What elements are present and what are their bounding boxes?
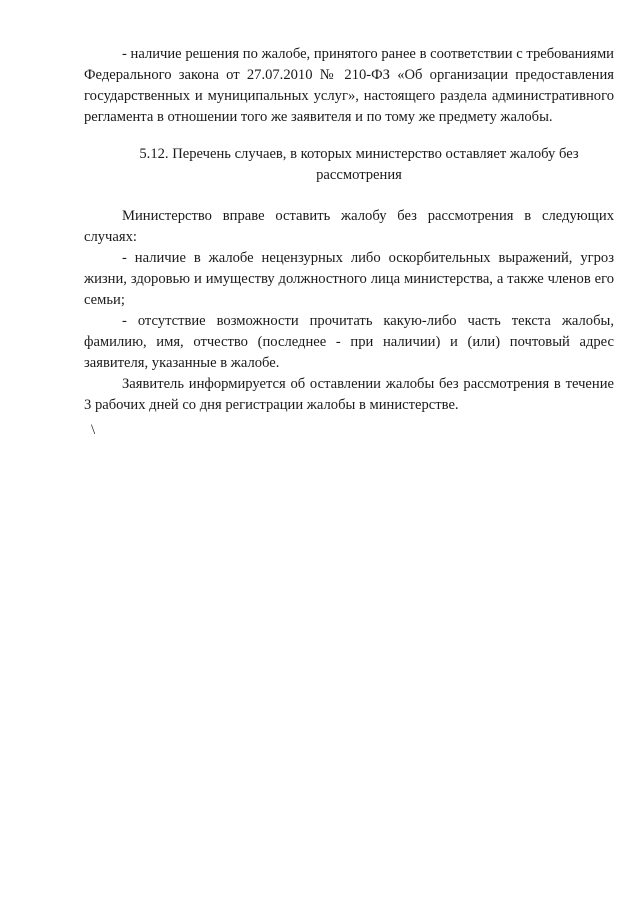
stray-pen-mark: \ [91, 422, 96, 438]
paragraph-notification: Заявитель информируется об оставлении жалобы без рассмотрения в течение 3 рабочих дней со дня регистрации жалобы в министерстве. [84, 376, 614, 413]
paragraph-intro: Министерство вправе оставить жалобу без рассмотрения в следующих случаях: [84, 208, 614, 245]
list-item-obscene-language: - наличие в жалобе нецензурных либо оскорбительных выражений, угроз жизни, здоровью и имуществу должностного лица министерства, а также членов его семьи; [84, 250, 614, 308]
section-heading-line-1: 5.12. Перечень случаев, в которых министерство оставляет жалобу без [139, 146, 579, 162]
document-body [84, 44, 614, 416]
list-item-unreadable-text: - отсутствие возможности прочитать какую-либо часть текста жалобы, фамилию, имя, отчество (последнее - при наличии) и (или) почтовый адрес заявителя, указанные в жалобе. [84, 313, 614, 371]
section-heading [84, 144, 614, 186]
section-heading-line-2: рассмотрения [316, 167, 402, 183]
paragraph-prior-decision: - наличие решения по жалобе, принятого ранее в соответствии с требованиями Федерального закона от 27.07.2010 № 210-ФЗ «Об организации предоставления государственных и муниципальных услуг», настоящего раздела административного регламента в отношении того же заявителя и по тому же предмету жалобы. [84, 46, 614, 125]
